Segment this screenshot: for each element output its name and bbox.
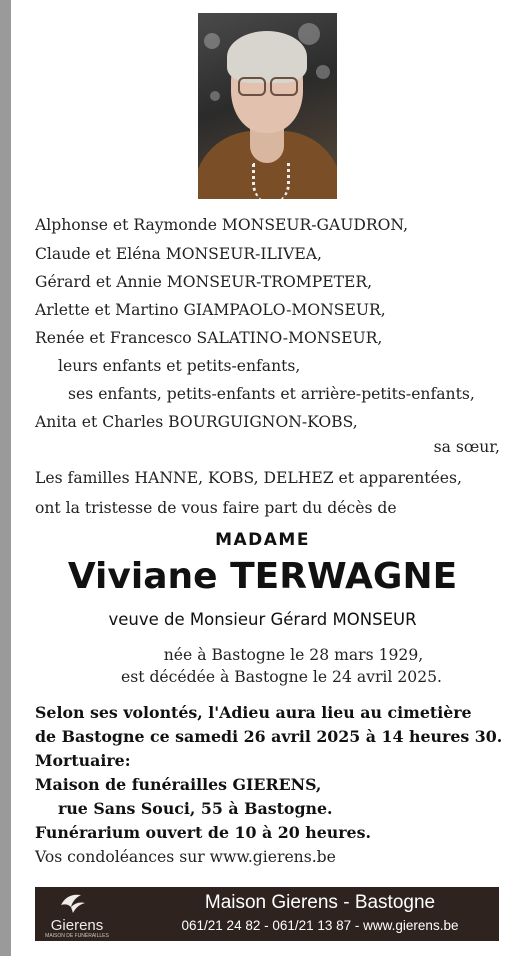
- gierens-logo: [41, 891, 111, 937]
- left-border-bar: [0, 0, 11, 956]
- mortuary-address: rue Sans Souci, 55 à Bastogne.: [58, 799, 333, 818]
- family-line-2: Claude et Eléna MONSEUR-ILIVEA,: [35, 245, 322, 263]
- announcement-line: ont la tristesse de vous faire part du décès de: [35, 499, 397, 517]
- family-line-4: Arlette et Martino GIAMPAOLO-MONSEUR,: [35, 301, 386, 319]
- logo-word: Gierens: [50, 917, 104, 934]
- birth-line: née à Bastogne le 28 mars 1929,: [163, 646, 424, 664]
- family-line-10: Les familles HANNE, KOBS, DELHEZ et apparentées,: [35, 469, 462, 487]
- logo-subtext: MAISON DE FUNÉRAILLES: [45, 933, 109, 939]
- logo-bird-icon: [59, 891, 87, 915]
- funeral-line-2: de Bastogne ce samedi 26 avril 2025 à 14 heures 30.: [35, 727, 503, 746]
- family-line-5: Renée et Francesco SALATINO-MONSEUR,: [35, 329, 383, 347]
- mortuary-label: Mortuaire:: [35, 751, 131, 770]
- honorific: MADAME: [215, 530, 310, 550]
- family-line-3: Gérard et Annie MONSEUR-TROMPETER,: [35, 273, 373, 291]
- family-line-9: sa sœur,: [433, 438, 500, 456]
- footer-title: Maison Gierens - Bastogne: [204, 892, 436, 913]
- portrait-photo: [198, 13, 337, 199]
- funerarium-hours: Funérarium ouvert de 10 à 20 heures.: [35, 823, 371, 842]
- deceased-name: Viviane TERWAGNE: [67, 556, 458, 597]
- family-line-8: Anita et Charles BOURGUIGNON-KOBS,: [35, 413, 358, 431]
- family-line-1: Alphonse et Raymonde MONSEUR-GAUDRON,: [35, 216, 409, 234]
- death-line: est décédée à Bastogne le 24 avril 2025.: [120, 668, 442, 686]
- mortuary-name: Maison de funérailles GIERENS,: [35, 775, 322, 794]
- footer-contact: 061/21 24 82 - 061/21 13 87 - www.gierens.be: [181, 918, 459, 933]
- condolences-line: Vos condoléances sur www.gierens.be: [35, 848, 336, 866]
- widow-of: veuve de Monsieur Gérard MONSEUR: [108, 610, 417, 629]
- family-line-6: leurs enfants et petits-enfants,: [58, 357, 301, 375]
- funeral-line-1: Selon ses volontés, l'Adieu aura lieu au cimetière: [35, 703, 472, 722]
- family-line-7: ses enfants, petits-enfants et arrière-petits-enfants,: [68, 385, 475, 403]
- footer-banner: [35, 887, 499, 941]
